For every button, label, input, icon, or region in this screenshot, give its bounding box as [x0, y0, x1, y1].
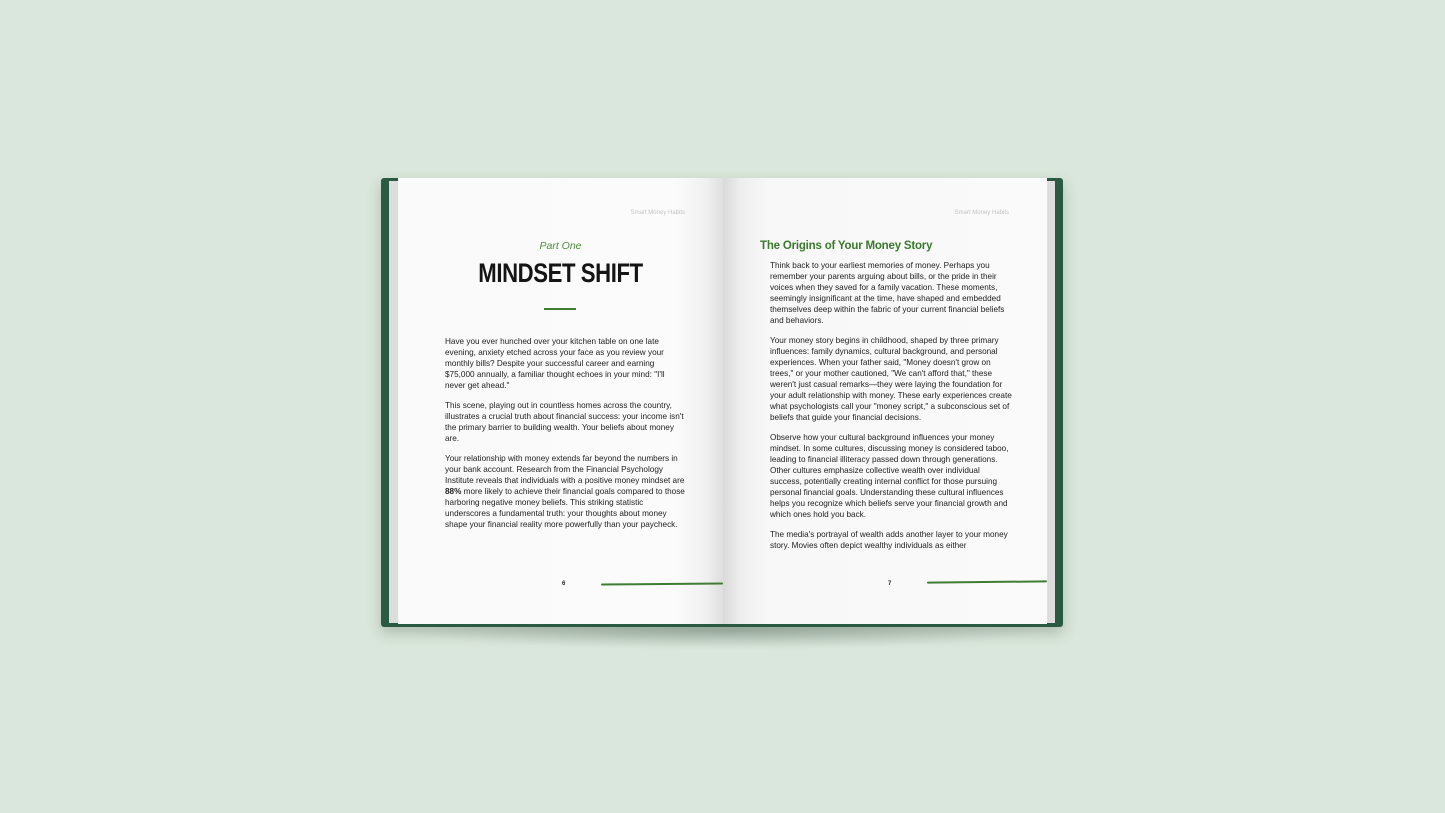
title-divider — [544, 308, 576, 310]
right-body-text — [770, 260, 1012, 552]
paragraph: Observe how your cultural background influences your money mindset. In some cultures, discussing money is considered taboo, leading to financial illiteracy passed down through generations. Other cultures emphasize collective wealth over individual success, potentially creating internal conflict for those pursuing personal financial goals. Understanding these cultural influences helps you recognize which beliefs serve your financial growth and which ones hold you back. — [770, 433, 1009, 519]
left-page — [398, 178, 723, 624]
page-number: 6 — [562, 581, 566, 587]
paragraph-text: Your relationship with money extends far beyond the numbers in your bank account. Research from the Financial Psychology Institute reveals that individuals with a positive money mindset are — [445, 454, 685, 485]
paragraph: Think back to your earliest memories of money. Perhaps you remember your parents arguing about bills, or the pride in their voices when they saved for a family vacation. These moments, seemingly insignificant at the time, have shaped and embedded themselves deep within the fabric of your current financial beliefs and behaviors. — [770, 261, 1005, 325]
paragraph: The media's portrayal of wealth adds another layer to your money story. Movies often depict wealthy individuals as either — [770, 530, 1008, 550]
paragraph: This scene, playing out in countless homes across the country, illustrates a crucial truth about financial success: your income isn't the primary barrier to building wealth. Your beliefs about money are. — [445, 401, 684, 443]
running-head: Smart Money Habits — [954, 210, 1009, 216]
statistic-highlight: 88% — [445, 487, 462, 496]
paragraph: Your money story begins in childhood, shaped by three primary influences: family dynamics, cultural background, and personal experiences. When your father said, "Money doesn't grow on trees," or your mother cautioned, "We can't afford that," these weren't just casual remarks—they were laying the foundation for your adult relationship with money. These early experiences create what psychologists call your "money script," a subconscious set of beliefs that guide your financial decisions. — [770, 336, 1012, 422]
right-page — [723, 178, 1047, 624]
paragraph: Have you ever hunched over your kitchen table on one late evening, anxiety etched across your face as you review your monthly bills? Despite your successful career and earning $75,000 annually, a familiar thought echoes in your mind: "I'll never get ahead." — [445, 337, 665, 390]
paragraph-text: more likely to achieve their financial goals compared to those harboring negative money beliefs. This striking statistic underscores a fundamental truth: your thoughts about money shape your financial reality more powerfully than your paycheck. — [445, 487, 685, 529]
part-title: MINDSET SHIFT — [478, 258, 643, 288]
part-label: Part One — [539, 240, 582, 252]
left-body-text — [445, 336, 685, 539]
page-number: 7 — [888, 581, 892, 587]
section-heading: The Origins of Your Money Story — [760, 240, 933, 252]
footer-rule — [927, 580, 1047, 583]
footer-rule — [601, 582, 723, 585]
paragraph — [445, 453, 685, 530]
running-head: Smart Money Habits — [630, 210, 685, 216]
